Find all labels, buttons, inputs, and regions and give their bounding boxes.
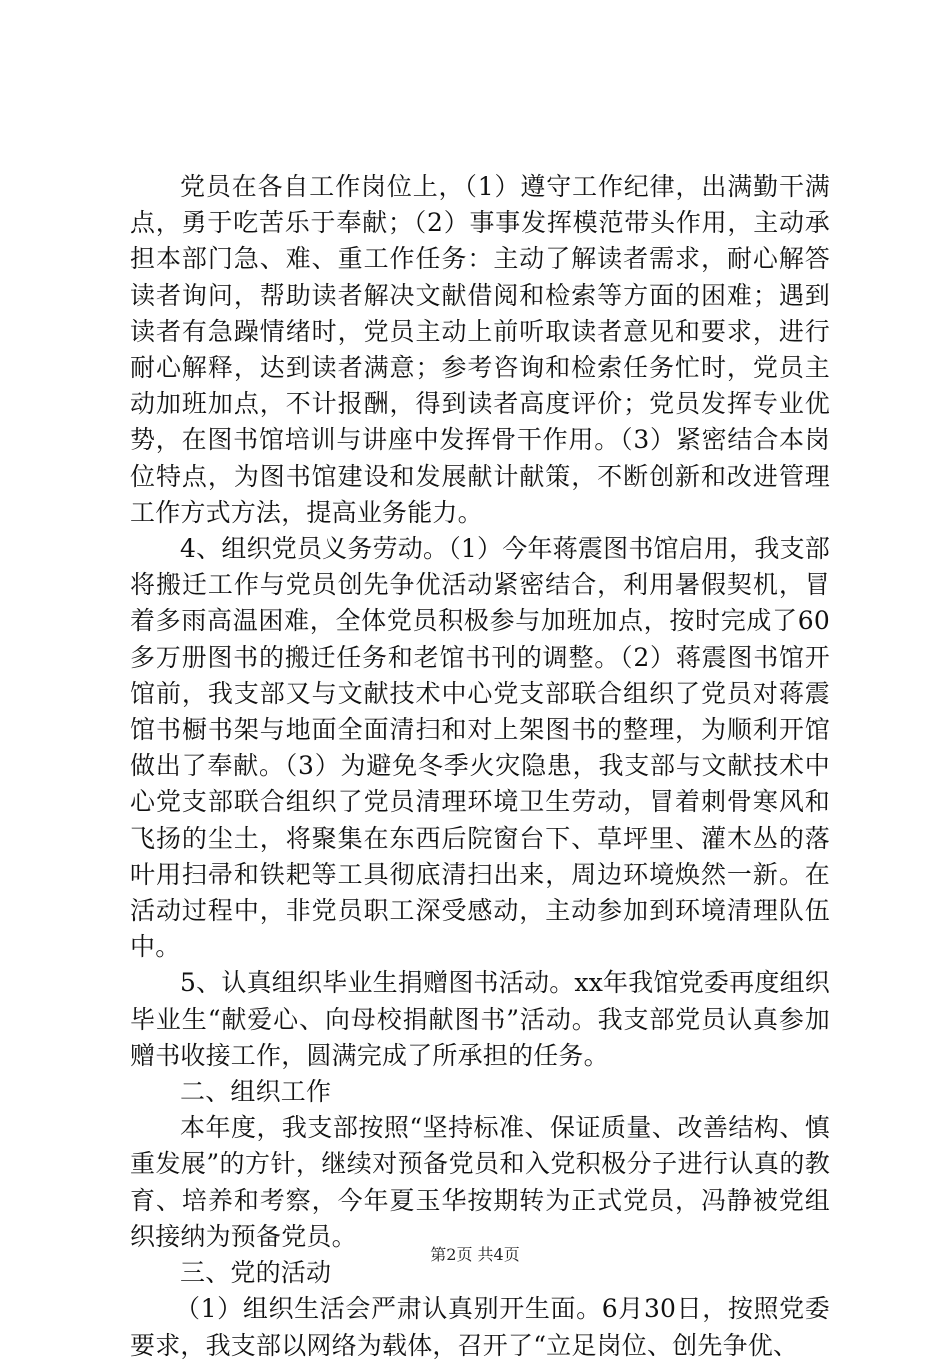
paragraph-party-member-duties: 党员在各自工作岗位上，（1）遵守工作纪律，出满勤干满点，勇于吃苦乐于奉献；（2）事事发挥模范带头作用，主动承担本部门急、难、重工作任务：主动了解读者需求，耐心解答读者询问，帮助读者解决文献借阅和检索等方面的困难；遇到读者有急躁情绪时，党员主动上前听取读者意见和要求，进行耐心解释，达到读者满意；参考咨询和检索任务忙时，党员主动加班加点，不计报酬，得到读者高度评价；党员发挥专业优势，在图书馆培训与讲座中发挥骨干作用。（3）紧密结合本岗位特点，为图书馆建设和发展献计献策，不断创新和改进管理工作方式方法，提高业务能力。 <box>130 172 830 527</box>
paragraph-life-meeting: （1）组织生活会严肃认真别开生面。6月30日，按照党委要求，我支部以网络为载体，召开了“立足岗位、创先争优、 <box>130 1294 830 1360</box>
paragraph-voluntary-labor: 4、组织党员义务劳动。（1）今年蒋震图书馆启用，我支部将搬迁工作与党员创先争优活动紧密结合，利用暑假契机，冒着多雨高温困难，全体党员积极参与加班加点，按时完成了60多万册图书的搬迁任务和老馆书刊的调整。（2）蒋震图书馆开馆前，我支部又与文献技术中心党支部联合组织了党员对蒋震馆书橱书架与地面全面清扫和对上架图书的整理，为顺利开馆做出了奉献。（3）为避免冬季火灾隐患，我支部与文献技术中心党支部联合组织了党员清理环境卫生劳动，冒着刺骨寒风和飞扬的尘土，将聚集在东西后院窗台下、草坪里、灌木丛的落叶用扫帚和铁耙等工具彻底清扫出来，周边环境焕然一新。在活动过程中，非党员职工深受感动，主动参加到环境清理队伍中。 <box>130 534 830 962</box>
paragraph-organization-work: 本年度，我支部按照“坚持标准、保证质量、改善结构、慎重发展”的方针，继续对预备党员和入党积极分子进行认真的教育、培养和考察，今年夏玉华按期转为正式党员，冯静被党组织接纳为预备党员。 <box>130 1113 830 1251</box>
section-heading-organization: 二、组织工作 <box>180 1077 332 1107</box>
paragraph-book-donation: 5、认真组织毕业生捐赠图书活动。xx年我馆党委再度组织毕业生“献爱心、向母校捐献图书”活动。我支部党员认真参加赠书收接工作，圆满完成了所承担的任务。 <box>130 968 830 1070</box>
section-heading-party-activities: 三、党的活动 <box>180 1258 332 1288</box>
page-number-footer: 第2页 共4页 <box>430 1245 520 1264</box>
document-body <box>130 169 830 1364</box>
